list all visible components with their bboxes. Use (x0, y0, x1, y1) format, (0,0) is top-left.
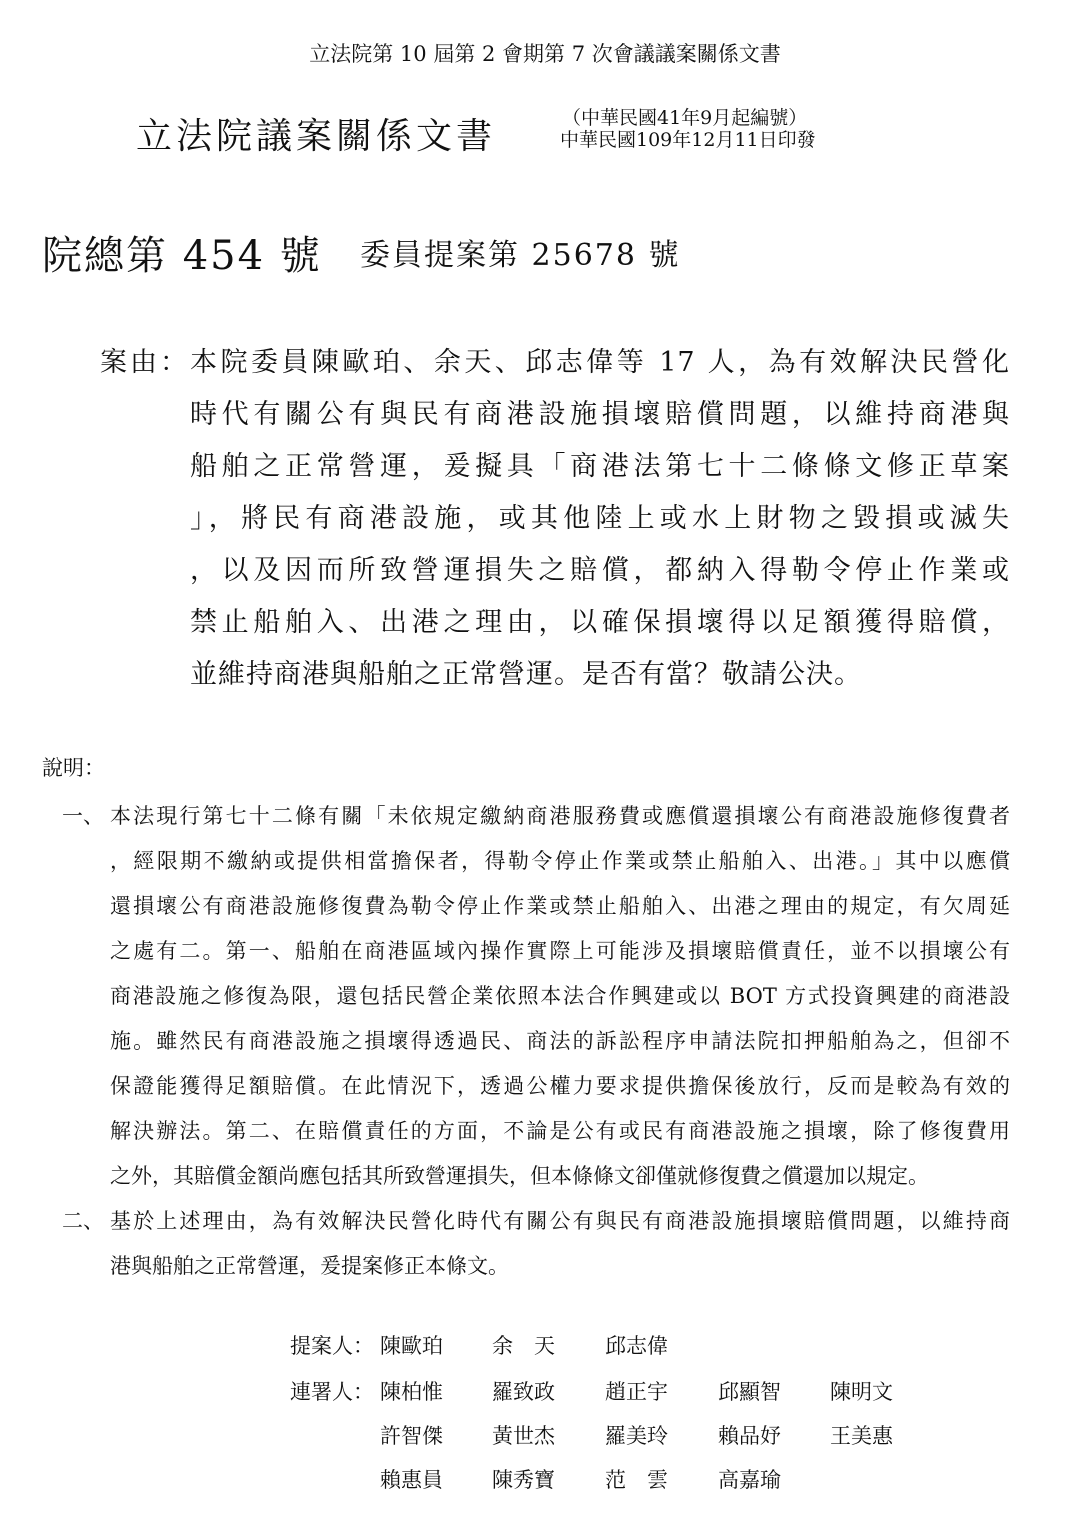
explanation-line: 還損壞公有商港設施修復費為勒令停止作業或禁止船舶入、出港之理由的規定，有欠周延 (110, 894, 1010, 918)
cosigner-name: 黃世杰 (492, 1424, 555, 1448)
item-number: 一、 (62, 804, 104, 828)
cosigner-name: 邱顯智 (718, 1380, 781, 1404)
bill-number: 院總第 454 號 (42, 233, 322, 279)
cosigner-label: 連署人： (290, 1380, 374, 1404)
explanation-line: 解決辦法。第二、在賠償責任的方面，不論是公有或民有商港設施之損壞，除了修復費用 (110, 1119, 1010, 1143)
proposal-number: 委員提案第 25678 號 (360, 238, 681, 273)
cosigner-name: 高嘉瑜 (718, 1468, 781, 1492)
numbering-note: （中華民國41年9月起編號） (562, 107, 808, 129)
explanation-line: 施。雖然民有商港設施之損壞得透過民、商法的訴訟程序申請法院扣押船舶為之，但卻不 (110, 1029, 1010, 1053)
proposer-name: 陳歐珀 (380, 1334, 443, 1358)
case-line: 船舶之正常營運，爰擬具「商港法第七十二條條文修正草案 (190, 451, 1010, 482)
cosigner-name: 范 雲 (605, 1468, 668, 1492)
cosigner-name: 賴品妤 (718, 1424, 781, 1448)
explanation-line: 之外，其賠償金額尚應包括其所致營運損失，但本條條文卻僅就修復費之償還加以規定。 (110, 1164, 929, 1188)
proposer-name: 余 天 (492, 1334, 555, 1358)
case-line: 」，將民有商港設施，或其他陸上或水上財物之毀損或滅失 (190, 503, 1010, 534)
item-number: 二、 (62, 1209, 104, 1233)
case-line: ，以及因而所致營運損失之賠償，都納入得勒令停止作業或 (190, 555, 1010, 586)
case-line: 本院委員陳歐珀、余天、邱志偉等 17 人，為有效解決民營化 (190, 347, 1010, 378)
cosigner-name: 賴惠員 (380, 1468, 443, 1492)
document-title: 立法院議案關係文書 (136, 116, 497, 157)
explanation-line: 基於上述理由，為有效解決民營化時代有關公有與民有商港設施損壞賠償問題，以維持商 (110, 1209, 1010, 1233)
case-line: 時代有關公有與民有商港設施損壞賠償問題，以維持商港與 (190, 399, 1010, 430)
cosigner-name: 王美惠 (830, 1424, 893, 1448)
explanation-title: 說明： (42, 756, 105, 780)
explanation-line: 之處有二。第一、船舶在商港區域內操作實際上可能涉及損壞賠償責任，並不以損壞公有 (110, 939, 1010, 963)
proposer-label: 提案人： (290, 1334, 374, 1358)
cosigner-name: 陳秀寶 (492, 1468, 555, 1492)
proposer-name: 邱志偉 (605, 1334, 668, 1358)
cosigner-name: 陳柏惟 (380, 1380, 443, 1404)
explanation-line: 保證能獲得足額賠償。在此情況下，透過公權力要求提供擔保後放行，反而是較為有效的 (110, 1074, 1010, 1098)
running-header: 立法院第 10 屆第 2 會期第 7 次會議議案關係文書 (309, 42, 781, 66)
case-label: 案由： (100, 347, 190, 378)
explanation-line: ，經限期不繳納或提供相當擔保者，得勒令停止作業或禁止船舶入、出港。」其中以應償 (110, 849, 1010, 873)
case-line: 並維持商港與船舶之正常營運。是否有當？敬請公決。 (190, 659, 862, 690)
explanation-line: 港與船舶之正常營運，爰提案修正本條文。 (110, 1254, 509, 1278)
explanation-line: 本法現行第七十二條有關「未依規定繳納商港服務費或應償還損壞公有商港設施修復費者 (110, 804, 1010, 828)
print-date: 中華民國109年12月11日印發 (560, 129, 816, 151)
cosigner-name: 羅致政 (492, 1380, 555, 1404)
cosigner-name: 陳明文 (830, 1380, 893, 1404)
cosigner-name: 趙正宇 (605, 1380, 668, 1404)
cosigner-name: 許智傑 (380, 1424, 443, 1448)
cosigner-name: 羅美玲 (605, 1424, 668, 1448)
explanation-line: 商港設施之修復為限，還包括民營企業依照本法合作興建或以 BOT 方式投資興建的商港設 (110, 984, 1010, 1008)
case-line: 禁止船舶入、出港之理由，以確保損壞得以足額獲得賠償， (190, 607, 1010, 638)
